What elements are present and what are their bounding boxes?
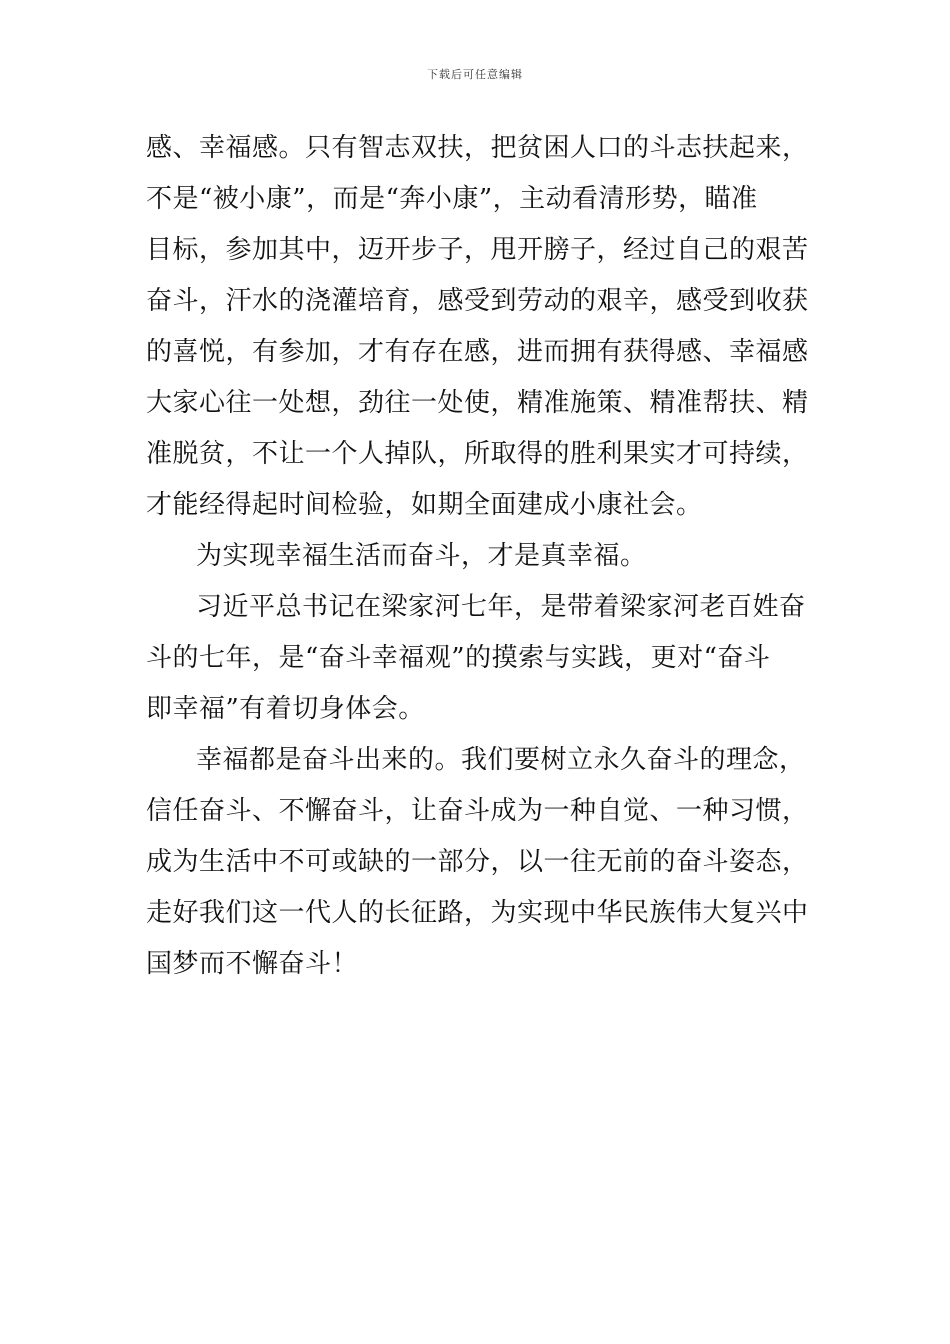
text-line: 国梦而不懈奋斗！ bbox=[146, 949, 359, 979]
text-line: 的喜悦，有参加，才有存在感，进而拥有获得感、幸福感 bbox=[146, 337, 809, 367]
text-line: 走好我们这一代人的长征路，为实现中华民族伟大复兴中 bbox=[146, 898, 809, 928]
text-line: 为实现幸福生活而奋斗，才是真幸福。 bbox=[196, 541, 647, 571]
text-line: 习近平总书记在梁家河七年，是带着梁家河老百姓奋 bbox=[196, 592, 806, 622]
header-note: 下载后可任意编辑 bbox=[427, 68, 523, 81]
text-line: 准脱贫，不让一个人掉队，所取得的胜利果实才可持续， bbox=[146, 439, 809, 469]
text-line: 斗的七年，是“奋斗幸福观”的摸索与实践，更对“奋斗 bbox=[146, 643, 771, 673]
text-line: 信任奋斗、不懈奋斗，让奋斗成为一种自觉、一种习惯， bbox=[146, 796, 809, 826]
text-line: 成为生活中不可或缺的一部分，以一往无前的奋斗姿态， bbox=[146, 847, 809, 877]
text-line: 大家心往一处想，劲往一处使，精准施策、精准帮扶、精 bbox=[146, 388, 809, 418]
text-line: 目标，参加其中，迈开步子，甩开膀子，经过自己的艰苦 bbox=[146, 235, 809, 265]
text-line: 奋斗，汗水的浇灌培育，感受到劳动的艰辛，感受到收获 bbox=[146, 286, 809, 316]
document-body bbox=[146, 123, 811, 990]
text-line: 不是“被小康”，而是“奔小康”，主动看清形势，瞄准 bbox=[146, 184, 758, 214]
text-line: 才能经得起时间检验，如期全面建成小康社会。 bbox=[146, 490, 703, 520]
text-line: 幸福都是奋斗出来的。我们要树立永久奋斗的理念， bbox=[196, 745, 806, 775]
text-line: 即幸福”有着切身体会。 bbox=[146, 694, 425, 724]
text-line: 感、幸福感。只有智志双扶，把贫困人口的斗志扶起来， bbox=[146, 133, 809, 163]
